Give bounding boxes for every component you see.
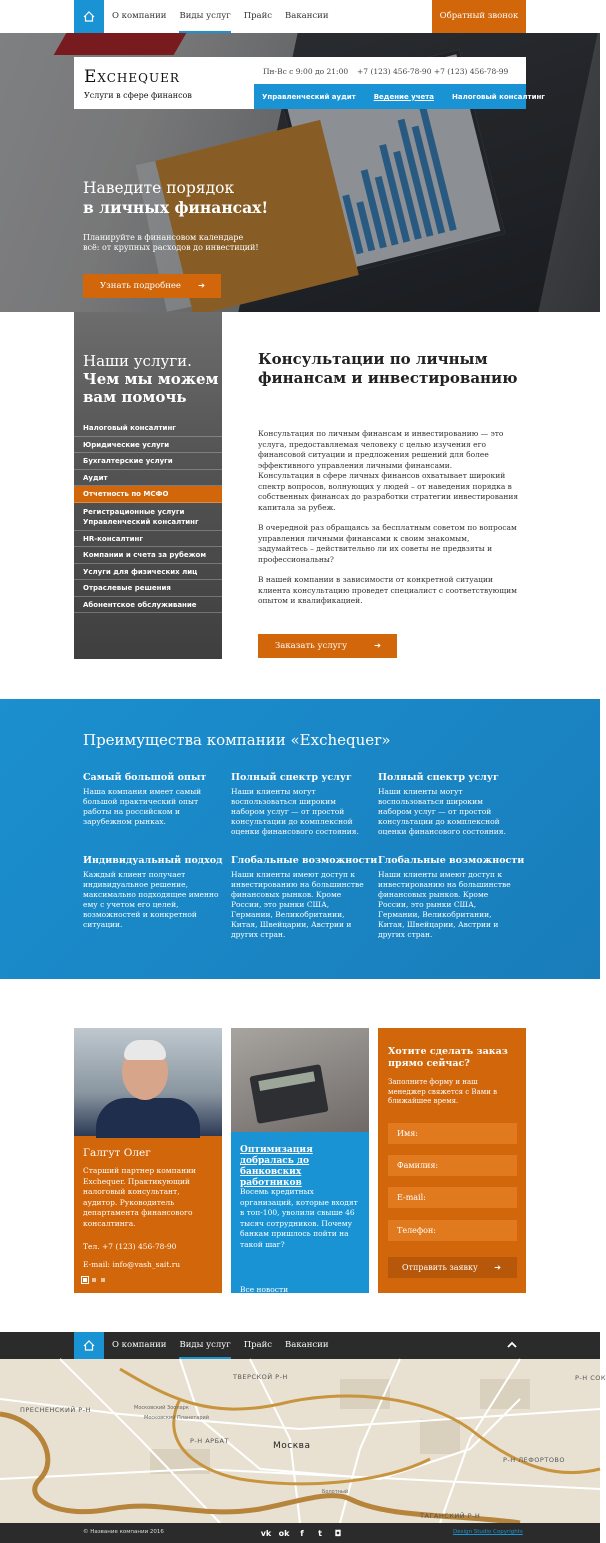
chevron-up-icon[interactable] [505, 1338, 519, 1352]
advantage-item [83, 855, 223, 930]
hero-title-line2: в личных финансах! [83, 198, 269, 217]
learn-more-label: Узнать подробнее [100, 281, 181, 291]
advantage-item [231, 855, 378, 940]
article-body [258, 429, 520, 617]
article-p3: В нашей компании в зависимости от конкретной ситуации клиента консультацию проведет специалист с соответствующим опытом и квалификацией. [258, 575, 517, 605]
twitter-icon[interactable]: t [318, 1528, 322, 1538]
instagram-icon[interactable]: ◘ [334, 1528, 342, 1538]
person-photo [74, 1028, 222, 1136]
hero-title [83, 179, 268, 217]
advantage-title: Полный спектр услуг [231, 772, 352, 783]
sidebar-item-registration[interactable] [74, 503, 222, 531]
map-poi: Московский Зоопарк [134, 1405, 189, 1411]
person-card [74, 1028, 222, 1293]
sidebar-item-bookkeeping[interactable]: Бухгалтерские услуги [74, 453, 222, 470]
advantage-item [231, 772, 371, 837]
services-title-line1: Наши услуги. [83, 352, 192, 370]
submit-label: Отправить заявку [402, 1263, 478, 1272]
map-district: ПРЕСНЕНСКИЙ Р-Н [20, 1406, 91, 1414]
home-icon [83, 11, 95, 22]
news-text: Восемь кредитных организаций, которые входят в топ-100, уволили свыше 46 тысяч сотрудников. Почему банкам пришлось пойти на такой шаг? [240, 1187, 358, 1249]
studio-link[interactable]: Design Studio Copyrights [453, 1529, 523, 1535]
contact-bar [254, 57, 526, 84]
person-slider-dots [83, 1278, 110, 1282]
footer-nav-vacancies[interactable]: Вакансии [285, 1340, 329, 1350]
advantage-title: Самый большой опыт [83, 772, 207, 783]
sidebar-item-registration-line2: Управленческий консалтинг [83, 517, 199, 526]
advantage-item [378, 855, 525, 940]
nav-services[interactable]: Виды услуг [179, 0, 230, 33]
sidebar-item-ifrs[interactable]: Отчетность по МСФО [74, 486, 222, 503]
advantage-item [83, 772, 223, 827]
hero-text [83, 233, 283, 253]
service-bar-item-audit[interactable]: Управленческий аудит [262, 92, 356, 101]
service-bar-item-accounting[interactable]: Ведение учета [373, 92, 435, 101]
advantages-section [0, 699, 600, 979]
arrow-right-icon: ➔ [494, 1263, 501, 1272]
services-title [83, 352, 219, 406]
home-button[interactable] [74, 0, 104, 33]
sidebar-item-industry[interactable]: Отраслевые решения [74, 580, 222, 597]
map-city: Москва [273, 1441, 311, 1451]
person-description: Старший партнер компании Exchequer. Практикующий налоговый консультант, аудитор. Руководитель департамента финансового консалтинга. [83, 1166, 197, 1228]
advantages-title: Преимущества компании «Exchequer» [83, 731, 391, 749]
footer-nav [0, 1332, 600, 1359]
name-field[interactable]: Имя: [388, 1123, 517, 1144]
surname-field[interactable]: Фамилия: [388, 1155, 517, 1176]
hero-text-line1: Планируйте в финансовом календаре [83, 233, 244, 242]
nav-price[interactable]: Прайс [243, 11, 273, 21]
phone-field[interactable]: Телефон: [388, 1220, 517, 1241]
sidebar-item-legal[interactable]: Юридические услуги [74, 437, 222, 454]
article-p2: В очередной раз обращаясь за бесплатным советом по вопросам управления личными финансами к своим знакомым, задумайтесь – действительно ли их советы не предвзяты и профессиональны? [258, 523, 517, 564]
hero-text-line2: всё: от крупных расходов до инвестиций! [83, 243, 259, 252]
map-district: ТАГАНСКИЙ Р-Н [420, 1512, 481, 1520]
advantage-title: Индивидуальный подход [83, 855, 223, 866]
advantage-title: Полный спектр услуг [378, 772, 499, 783]
sidebar-item-audit[interactable]: Аудит [74, 470, 222, 487]
advantage-text: Наши клиенты имеют доступ к инвестированию на большинстве финансовых рынков. Кроме России, это рынки США, Германии, Великобритании, Китая, Швейцарии, Австрии и других стран. [231, 870, 364, 939]
calculator-image [249, 1064, 328, 1124]
services-list [74, 420, 222, 613]
learn-more-button[interactable] [83, 274, 221, 298]
map-district: Р-Н АРБАТ [190, 1437, 229, 1445]
sidebar-item-subscription[interactable]: Абонентское обслуживание [74, 597, 222, 614]
arrow-right-icon: ➔ [198, 281, 205, 290]
services-title-line3: вам помочь [83, 388, 187, 406]
sidebar-item-tax[interactable]: Налоговый консалтинг [74, 420, 222, 437]
order-form-card [378, 1028, 526, 1293]
home-icon [83, 1340, 95, 1351]
form-text: Заполните форму и наш менеджер свяжется с Вами в ближайшее время. [388, 1078, 498, 1105]
hero-title-line1: Наведите порядок [83, 179, 235, 197]
brand-tagline: Услуги в сфере финансов [84, 91, 192, 100]
arrow-right-icon: ➔ [374, 641, 381, 650]
news-card [231, 1028, 369, 1293]
copyright: © Название компании 2016 [83, 1529, 164, 1535]
map-poi: Московский Планетарий [144, 1415, 210, 1421]
services-sidebar [74, 312, 222, 659]
article-p1: Консультация по личным финансам и инвестированию — это услуга, предоставляемая человеку с целью изучения его финансовой ситуации и предложения решений для более эффективного управления личными финансами. [258, 429, 504, 470]
brand-box [74, 57, 254, 109]
brand-logo[interactable]: Exchequer [84, 67, 180, 87]
submit-button[interactable] [388, 1257, 517, 1278]
service-bar-item-tax[interactable]: Налоговый консалтинг [452, 92, 545, 101]
nav-about[interactable]: О компании [112, 11, 167, 21]
form-title: Хотите сделать заказ прямо сейчас? [388, 1046, 508, 1069]
article-p1b: Консультация в сфере личных финансов охватывает широкий спектр вопросов, волнующих у людей – от наведения порядка в собственных финансах до разработки стратегии инвестирования капитала за рубеж. [258, 471, 519, 512]
map-poi: Болотный [322, 1489, 349, 1495]
advantage-text: Наша компания имеет самый большой практический опыт работы на российском и зарубежном рынках. [83, 787, 202, 826]
news-photo [231, 1028, 369, 1132]
work-hours: Пн-Вс с 9:00 до 21:00 [263, 67, 349, 76]
map[interactable] [0, 1359, 606, 1523]
article-title: Консультации по личным финансам и инвестированию [258, 350, 518, 387]
footer-home-button[interactable] [74, 1332, 104, 1359]
slider-dot[interactable] [83, 1278, 87, 1282]
advantage-title: Глобальные возможности [231, 855, 378, 866]
advantage-text: Наши клиенты могут воспользоваться широким набором услуг — от простой консультации до комплексной оценки финансового состояния. [378, 787, 506, 836]
nav-vacancies[interactable]: Вакансии [285, 11, 329, 21]
services-title-line2: Чем мы можем [83, 370, 219, 388]
all-news-link[interactable]: Все новости [240, 1285, 289, 1294]
map-district: Р-Н СОК [575, 1374, 606, 1382]
sidebar-item-offshore[interactable]: Компании и счета за рубежом [74, 547, 222, 564]
footer-nav-price[interactable]: Прайс [243, 1340, 273, 1350]
sidebar-item-registration-line1: Регистрационные услуги [83, 507, 185, 516]
footer-nav-links [112, 1332, 342, 1359]
person-name: Галгут Олег [83, 1147, 151, 1159]
nav-links [112, 0, 342, 33]
email-field[interactable]: E-mail: [388, 1187, 517, 1208]
top-nav [0, 0, 600, 33]
advantage-text: Каждый клиент получает индивидуальное решение, максимально подходящее именно ему с учетом его целей, возможностей и конкретной ситуации. [83, 870, 219, 929]
slider-dot[interactable] [92, 1278, 96, 1282]
advantage-item [378, 772, 518, 837]
vk-icon[interactable]: vk [260, 1528, 272, 1538]
service-bar [254, 84, 545, 109]
phone-numbers: +7 (123) 456-78-90 +7 (123) 456-78-99 [357, 67, 509, 76]
order-service-button[interactable] [258, 634, 397, 658]
advantage-text: Наши клиенты имеют доступ к инвестированию на большинстве финансовых рынков. Кроме России, это рынки США, Германии, Великобритании, Китая, Швейцарии, Австрии и других стран. [378, 870, 511, 939]
person-email[interactable]: E-mail: info@vash_sait.ru [83, 1260, 181, 1269]
article-paragraph [258, 429, 520, 513]
order-service-label: Заказать услугу [275, 641, 348, 651]
map-district: ТВЕРСКОЙ Р-Н [233, 1373, 288, 1381]
callback-button[interactable]: Обратный звонок [432, 0, 526, 33]
news-title-link[interactable]: Оптимизация добралась до банковских работников [240, 1145, 313, 1188]
advantage-title: Глобальные возможности [378, 855, 525, 866]
bottom-footer [0, 1523, 600, 1543]
footer-nav-services[interactable]: Виды услуг [179, 1332, 230, 1359]
person-phone: Тел. +7 (123) 456-78-90 [83, 1242, 177, 1251]
sidebar-item-hr[interactable]: HR-консалтинг [74, 531, 222, 548]
sidebar-item-individuals[interactable]: Услуги для физических лиц [74, 564, 222, 581]
slider-dot[interactable] [101, 1278, 105, 1282]
social-links [260, 1527, 350, 1539]
facebook-icon[interactable]: f [300, 1528, 304, 1538]
advantage-text: Наши клиенты могут воспользоваться широким набором услуг — от простой консультации до комплексной оценки финансового состояния. [231, 787, 359, 836]
ok-icon[interactable]: ok [278, 1528, 290, 1538]
footer-nav-about[interactable]: О компании [112, 1340, 167, 1350]
map-district: Р-Н ЛЕФОРТОВО [503, 1456, 566, 1464]
